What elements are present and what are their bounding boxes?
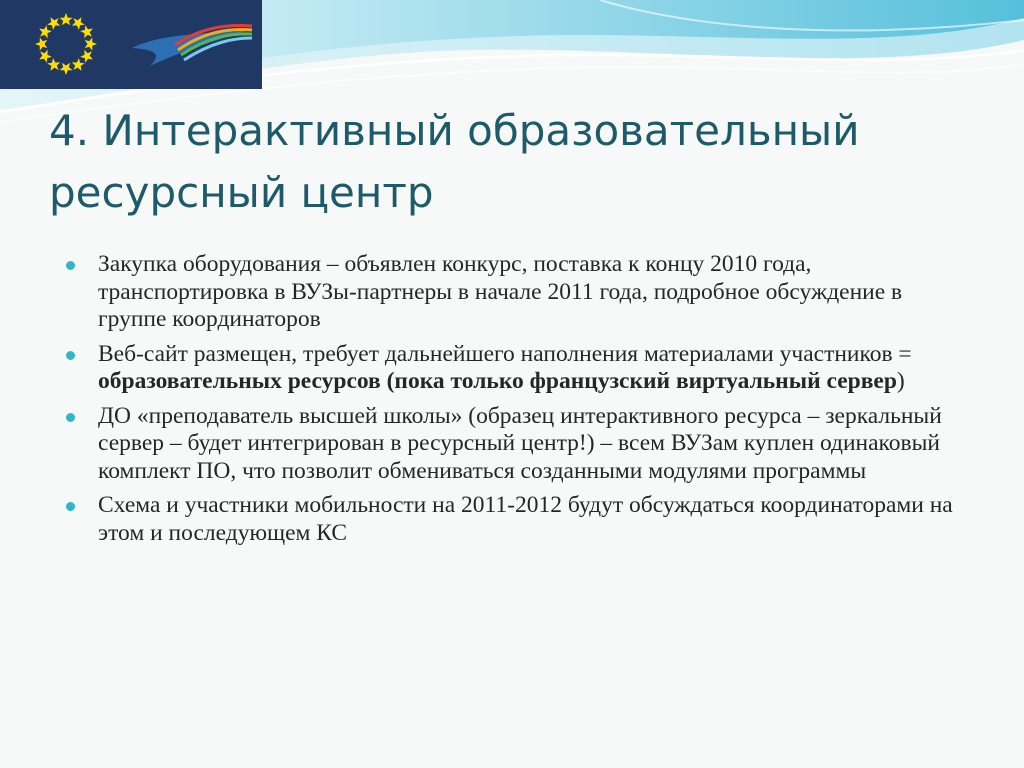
- bullet-dot-icon: [66, 261, 75, 270]
- slide-title: 4. Интерактивный образовательный ресурсный центр: [49, 106, 860, 217]
- bullet-item: [66, 251, 966, 334]
- bullet-text: Веб-сайт размещен, требует дальнейшего наполнения материалами участников =: [98, 340, 912, 367]
- bullet-dot-icon: [66, 351, 75, 360]
- bullet-dot-icon: [66, 502, 75, 511]
- bullet-dot-icon: [66, 413, 75, 422]
- bullet-text-end: ): [896, 368, 905, 394]
- bullet-text: Схема и участники мобильности на 2011-2012 будут обсуждаться координаторами на этом и последующем КС: [98, 492, 953, 546]
- bullet-item: [66, 341, 966, 396]
- tempus-swoosh-icon: [132, 26, 252, 66]
- bullet-text: ДО «преподаватель высшей школы» (образец интерактивного ресурса – зеркальный сервер – будет интегрирован в ресурсный центр!) – всем ВУЗам куплен одинаковый комплект ПО, что позволит обмениваться созданными модулями программы: [98, 402, 942, 484]
- bullet-list: [66, 251, 966, 554]
- bullet-text-bold: образовательных ресурсов (пока только французский виртуальный сервер: [98, 368, 897, 394]
- bullet-text: Закупка оборудования – объявлен конкурс, поставка к концу 2010 года, транспортировка в ВУЗы-партнеры в начале 2011 года, подробное обсуждение в группе координаторов: [98, 251, 903, 332]
- logo-banner: [0, 0, 262, 89]
- bullet-item: [66, 492, 966, 547]
- bullet-item: [66, 403, 966, 486]
- eu-flag-stars-icon: [0, 0, 262, 89]
